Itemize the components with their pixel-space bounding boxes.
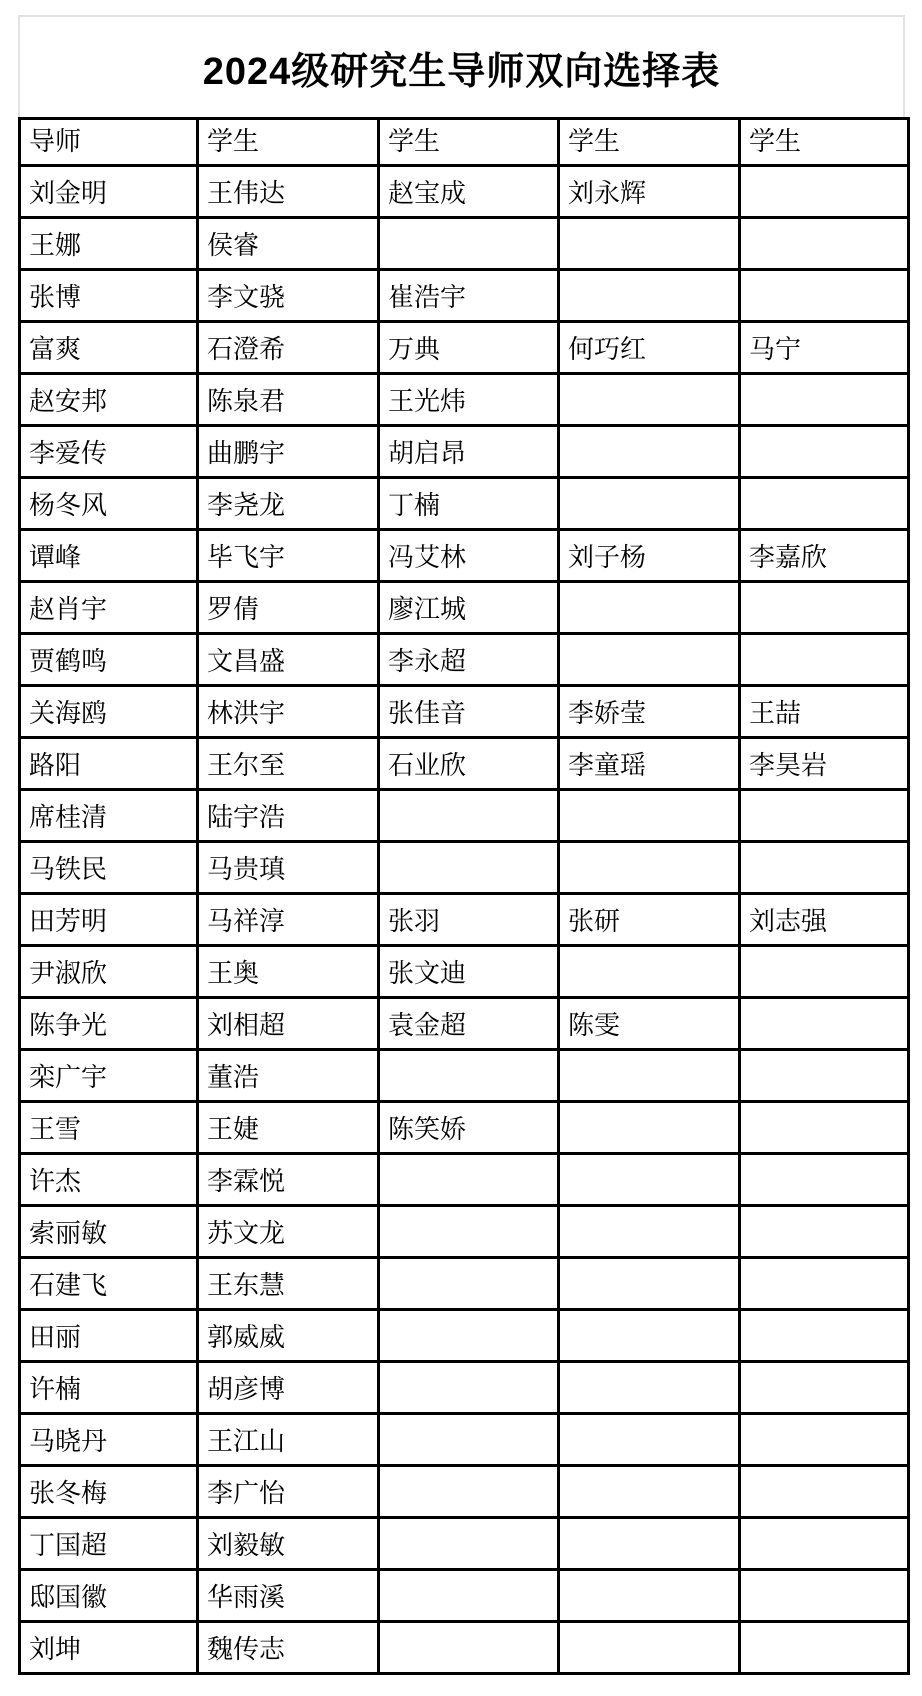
student-cell: 张羽: [379, 894, 559, 946]
student-cell: [559, 1622, 740, 1674]
student-cell: 刘相超: [198, 998, 379, 1050]
table-row: [20, 790, 909, 842]
student-cell: [559, 1518, 740, 1570]
table-row: [20, 738, 909, 790]
student-cell: 张佳音: [379, 686, 559, 738]
student-cell: [740, 1050, 909, 1102]
student-cell: 石澄希: [198, 322, 379, 374]
table-body: [20, 166, 909, 1674]
student-cell: 刘志强: [740, 894, 909, 946]
student-cell: [379, 1518, 559, 1570]
student-cell: [740, 998, 909, 1050]
student-cell: [740, 790, 909, 842]
advisor-cell: 谭峰: [20, 530, 198, 582]
student-cell: 丁楠: [379, 478, 559, 530]
student-cell: 张研: [559, 894, 740, 946]
advisor-cell: 马晓丹: [20, 1414, 198, 1466]
student-cell: 王光炜: [379, 374, 559, 426]
student-cell: [740, 218, 909, 270]
student-cell: 王伟达: [198, 166, 379, 218]
student-cell: 马宁: [740, 322, 909, 374]
student-cell: [379, 218, 559, 270]
student-cell: 曲鹏宇: [198, 426, 379, 478]
advisor-cell: 栾广宇: [20, 1050, 198, 1102]
student-cell: 李童瑶: [559, 738, 740, 790]
table-row: [20, 894, 909, 946]
student-cell: 陆宇浩: [198, 790, 379, 842]
student-cell: [559, 1466, 740, 1518]
advisor-cell: 邸国徽: [20, 1570, 198, 1622]
table-row: [20, 1310, 909, 1362]
advisor-cell: 索丽敏: [20, 1206, 198, 1258]
advisor-cell: 富爽: [20, 322, 198, 374]
student-cell: [559, 1154, 740, 1206]
student-cell: [559, 1310, 740, 1362]
student-cell: [559, 1570, 740, 1622]
student-cell: [740, 270, 909, 322]
student-cell: [559, 374, 740, 426]
student-cell: [379, 790, 559, 842]
table-row: [20, 1050, 909, 1102]
advisor-cell: 赵安邦: [20, 374, 198, 426]
student-cell: [379, 1466, 559, 1518]
student-cell: [740, 1362, 909, 1414]
table-row: [20, 1206, 909, 1258]
advisor-cell: 尹淑欣: [20, 946, 198, 998]
advisor-cell: 王雪: [20, 1102, 198, 1154]
student-cell: 陈雯: [559, 998, 740, 1050]
student-cell: 董浩: [198, 1050, 379, 1102]
student-cell: 王东慧: [198, 1258, 379, 1310]
student-cell: 文昌盛: [198, 634, 379, 686]
student-cell: [559, 790, 740, 842]
table-row: [20, 530, 909, 582]
advisor-cell: 关海鸥: [20, 686, 198, 738]
column-header-student: 学生: [559, 119, 740, 166]
student-cell: [740, 582, 909, 634]
student-cell: 冯艾林: [379, 530, 559, 582]
student-cell: [379, 1570, 559, 1622]
student-cell: [559, 1362, 740, 1414]
table-header: [20, 119, 909, 166]
student-cell: [740, 426, 909, 478]
student-cell: 王尔至: [198, 738, 379, 790]
student-cell: [379, 1622, 559, 1674]
table-row: [20, 1362, 909, 1414]
table-row: [20, 1622, 909, 1674]
table-row: [20, 1466, 909, 1518]
advisor-cell: 李爱传: [20, 426, 198, 478]
student-cell: [740, 1622, 909, 1674]
column-header-student: 学生: [198, 119, 379, 166]
student-cell: 林洪宇: [198, 686, 379, 738]
student-cell: [559, 634, 740, 686]
advisor-cell: 刘金明: [20, 166, 198, 218]
student-cell: 魏传志: [198, 1622, 379, 1674]
student-cell: 李嘉欣: [740, 530, 909, 582]
student-cell: [740, 1518, 909, 1570]
student-cell: 崔浩宇: [379, 270, 559, 322]
student-cell: 华雨溪: [198, 1570, 379, 1622]
student-cell: [379, 1414, 559, 1466]
student-cell: 陈笑娇: [379, 1102, 559, 1154]
student-cell: [559, 1206, 740, 1258]
advisor-cell: 刘坤: [20, 1622, 198, 1674]
student-cell: [559, 582, 740, 634]
student-cell: [559, 1414, 740, 1466]
student-cell: 张文迪: [379, 946, 559, 998]
student-cell: 刘永辉: [559, 166, 740, 218]
table-row: [20, 1414, 909, 1466]
student-cell: [379, 1362, 559, 1414]
student-cell: 毕飞宇: [198, 530, 379, 582]
table-row: [20, 218, 909, 270]
student-cell: [740, 1206, 909, 1258]
page-title: 2024级研究生导师双向选择表: [202, 50, 721, 93]
student-cell: 李永超: [379, 634, 559, 686]
student-cell: 刘毅敏: [198, 1518, 379, 1570]
student-cell: 王婕: [198, 1102, 379, 1154]
table-row: [20, 1570, 909, 1622]
student-cell: [559, 842, 740, 894]
student-cell: 万典: [379, 322, 559, 374]
advisor-student-selection-table: [18, 117, 910, 1675]
student-cell: [559, 946, 740, 998]
advisor-cell: 席桂清: [20, 790, 198, 842]
student-cell: [559, 1258, 740, 1310]
advisor-cell: 许楠: [20, 1362, 198, 1414]
student-cell: 李文骁: [198, 270, 379, 322]
title-box: [18, 15, 905, 117]
student-cell: 罗倩: [198, 582, 379, 634]
advisor-cell: 杨冬风: [20, 478, 198, 530]
student-cell: [559, 478, 740, 530]
column-header-student: 学生: [379, 119, 559, 166]
student-cell: 马祥淳: [198, 894, 379, 946]
student-cell: 李娇莹: [559, 686, 740, 738]
student-cell: [740, 1414, 909, 1466]
advisor-cell: 丁国超: [20, 1518, 198, 1570]
table-row: [20, 998, 909, 1050]
student-cell: 马贵瑱: [198, 842, 379, 894]
student-cell: 王喆: [740, 686, 909, 738]
table-row: [20, 842, 909, 894]
table-row: [20, 582, 909, 634]
student-cell: 刘子杨: [559, 530, 740, 582]
student-cell: 赵宝成: [379, 166, 559, 218]
table-row: [20, 1154, 909, 1206]
table-row: [20, 1258, 909, 1310]
advisor-cell: 石建飞: [20, 1258, 198, 1310]
student-cell: 李昊岩: [740, 738, 909, 790]
student-cell: [379, 1310, 559, 1362]
table-row: [20, 1518, 909, 1570]
student-cell: [559, 1102, 740, 1154]
column-header-student: 学生: [740, 119, 909, 166]
student-cell: [379, 1154, 559, 1206]
student-cell: [740, 478, 909, 530]
student-cell: [559, 426, 740, 478]
student-cell: 廖江城: [379, 582, 559, 634]
advisor-cell: 贾鹤鸣: [20, 634, 198, 686]
advisor-cell: 马铁民: [20, 842, 198, 894]
table-row: [20, 166, 909, 218]
advisor-cell: 王娜: [20, 218, 198, 270]
advisor-cell: 陈争光: [20, 998, 198, 1050]
student-cell: [740, 1258, 909, 1310]
student-cell: [559, 218, 740, 270]
student-cell: [740, 1102, 909, 1154]
student-cell: 李尧龙: [198, 478, 379, 530]
column-header-advisor: 导师: [20, 119, 198, 166]
student-cell: 李广怡: [198, 1466, 379, 1518]
student-cell: 何巧红: [559, 322, 740, 374]
student-cell: [740, 1310, 909, 1362]
student-cell: [740, 1154, 909, 1206]
student-cell: [740, 1570, 909, 1622]
student-cell: [740, 634, 909, 686]
student-cell: 袁金超: [379, 998, 559, 1050]
table-row: [20, 634, 909, 686]
student-cell: 苏文龙: [198, 1206, 379, 1258]
advisor-cell: 田丽: [20, 1310, 198, 1362]
advisor-cell: 许杰: [20, 1154, 198, 1206]
advisor-cell: 路阳: [20, 738, 198, 790]
advisor-cell: 张冬梅: [20, 1466, 198, 1518]
student-cell: [379, 1050, 559, 1102]
student-cell: [740, 1466, 909, 1518]
student-cell: [740, 842, 909, 894]
table-row: [20, 426, 909, 478]
student-cell: [379, 1258, 559, 1310]
student-cell: 陈泉君: [198, 374, 379, 426]
table-row: [20, 374, 909, 426]
student-cell: 王奥: [198, 946, 379, 998]
student-cell: 侯睿: [198, 218, 379, 270]
table-row: [20, 686, 909, 738]
student-cell: 王江山: [198, 1414, 379, 1466]
advisor-cell: 张博: [20, 270, 198, 322]
student-cell: [559, 270, 740, 322]
student-cell: 胡启昂: [379, 426, 559, 478]
student-cell: [740, 946, 909, 998]
student-cell: [559, 1050, 740, 1102]
student-cell: [379, 1206, 559, 1258]
student-cell: 胡彦博: [198, 1362, 379, 1414]
advisor-cell: 田芳明: [20, 894, 198, 946]
table-row: [20, 322, 909, 374]
student-cell: [740, 166, 909, 218]
student-cell: [740, 374, 909, 426]
student-cell: 郭威威: [198, 1310, 379, 1362]
table-row: [20, 946, 909, 998]
table-row: [20, 270, 909, 322]
table-row: [20, 478, 909, 530]
table-header-row: [20, 119, 909, 166]
student-cell: [379, 842, 559, 894]
student-cell: 石业欣: [379, 738, 559, 790]
table-row: [20, 1102, 909, 1154]
advisor-cell: 赵肖宇: [20, 582, 198, 634]
student-cell: 李霖悦: [198, 1154, 379, 1206]
